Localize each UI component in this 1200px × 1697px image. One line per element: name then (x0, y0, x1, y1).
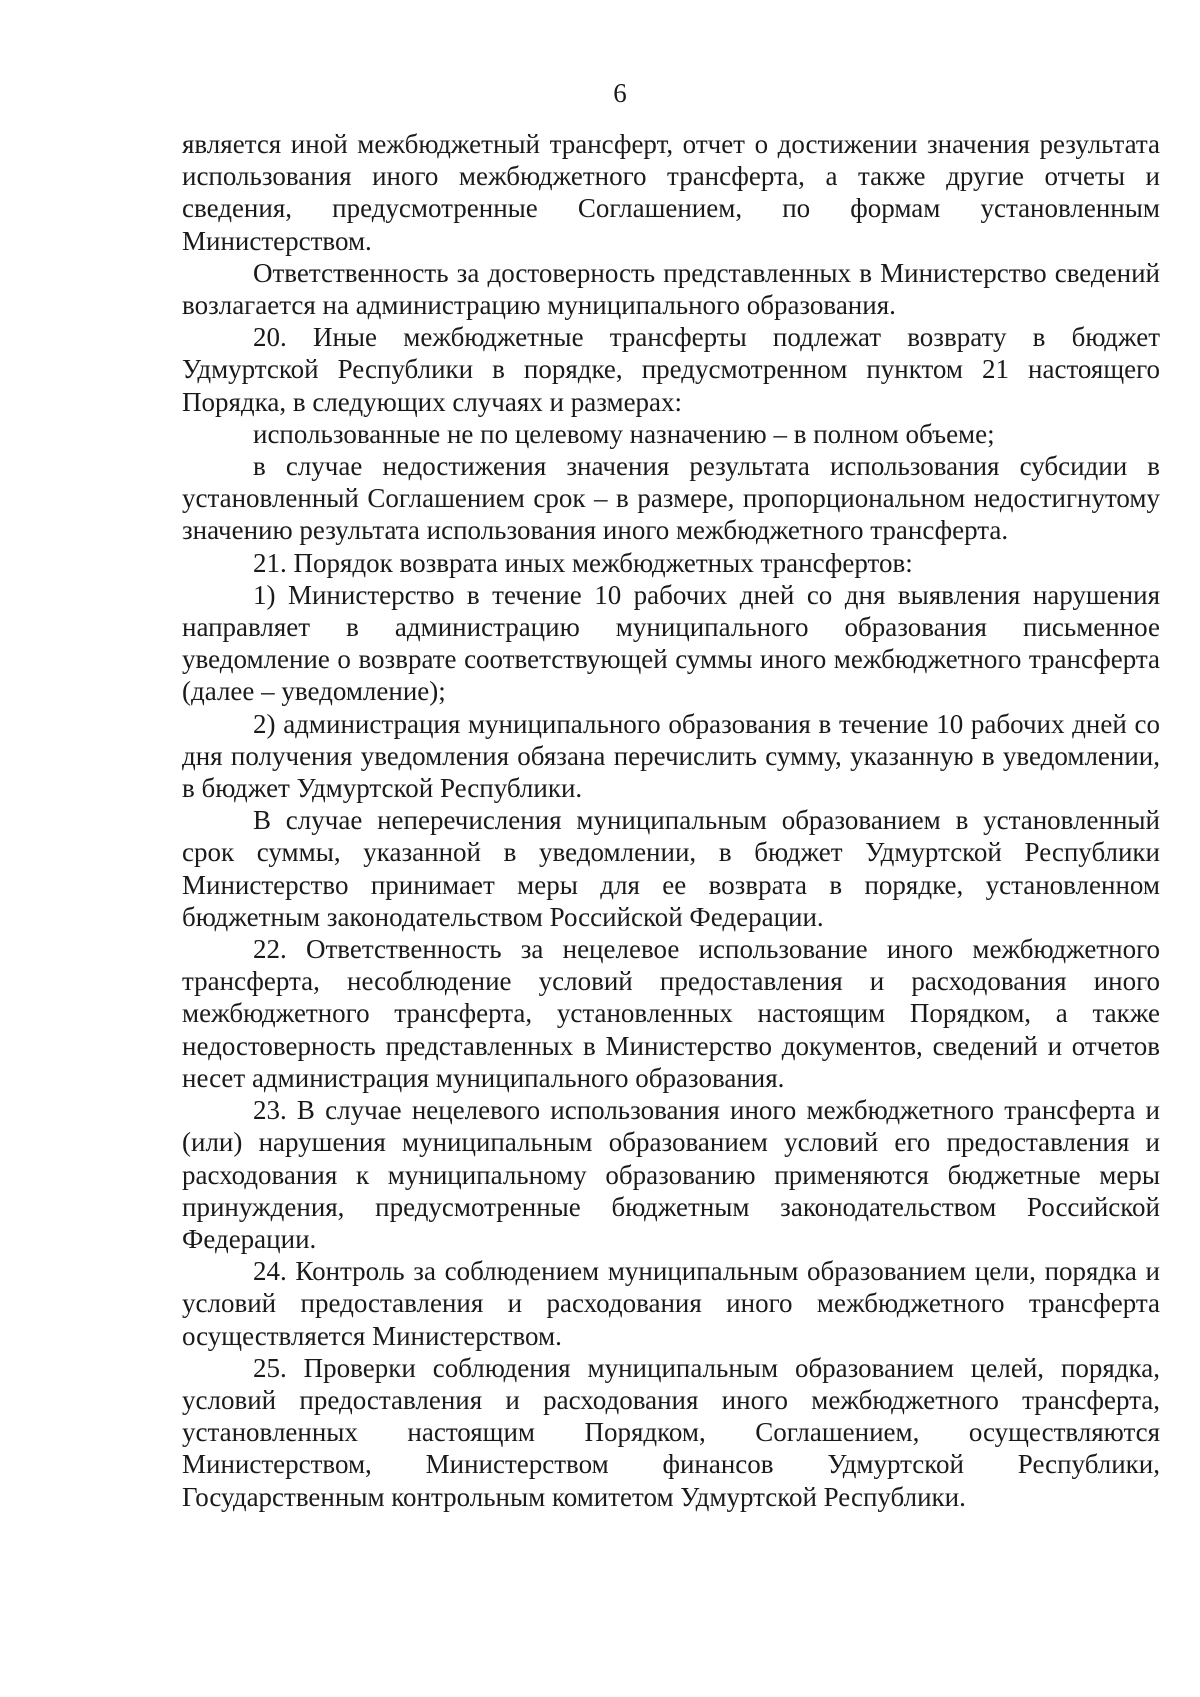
paragraph-23: 23. В случае нецелевого использования иного межбюджетного трансферта и (или) нарушения муниципальным образованием условий его предоставления и расходования к муниципальному образованию применяются бюджетные меры принуждения, предусмотренные бюджетным законодательством Российской Федерации. (182, 1095, 1160, 1254)
document-body (182, 128, 1160, 1513)
paragraph-21-item-1: 1) Министерство в течение 10 рабочих дней со дня выявления нарушения направляет в администрацию муниципального образования письменное уведомление о возврате соответствующей суммы иного межбюджетного трансферта (далее – уведомление); (182, 579, 1160, 707)
page-number: 6 (613, 78, 627, 108)
paragraph-22: 22. Ответственность за нецелевое использование иного межбюджетного трансферта, несоблюдение условий предоставления и расходования иного межбюджетного трансферта, установленных настоящим Порядком, а также недостоверность представленных в Министерство документов, сведений и отчетов несет администрация муниципального образования. (182, 934, 1160, 1093)
paragraph-responsibility-info: Ответственность за достоверность представленных в Министерство сведений возлагается на администрацию муниципального образования. (182, 257, 1160, 321)
paragraph-21-nonpayment: В случае неперечисления муниципальным образованием в установленный срок суммы, указанной в уведомлении, в бюджет Удмуртской Республики Министерство принимает меры для ее возврата в порядке, установленном бюджетным законодательством Российской Федерации. (182, 805, 1160, 932)
paragraph-20: 20. Иные межбюджетные трансферты подлежат возврату в бюджет Удмуртской Республики в порядке, предусмотренном пунктом 21 настоящего Порядка, в следующих случаях и размерах: (182, 322, 1160, 417)
paragraph-24: 24. Контроль за соблюдением муниципальным образованием цели, порядка и условий предоставления и расходования иного межбюджетного трансферта осуществляется Министерством. (182, 1256, 1160, 1351)
paragraph-20-case-misuse: использованные не по целевому назначению – в полном объеме; (253, 418, 995, 449)
paragraph-21: 21. Порядок возврата иных межбюджетных трансфертов: (253, 547, 913, 578)
paragraph-continuation: является иной межбюджетный трансферт, отчет о достижении значения результата использования иного межбюджетного трансферта, а также другие отчеты и сведения, предусмотренные Соглашением, по формам установленным Министерством. (182, 129, 1160, 256)
paragraph-21-item-2: 2) администрация муниципального образования в течение 10 рабочих дней со дня получения уведомления обязана перечислить сумму, указанную в уведомлении, в бюджет Удмуртской Республики. (182, 708, 1160, 804)
paragraph-25: 25. Проверки соблюдения муниципальным образованием целей, порядка, условий предоставления и расходования иного межбюджетного трансферта, установленных настоящим Порядком, Соглашением, осуществляются Министерством, Министерством финансов Удмуртской Республики, Государственным контрольным комитетом Удмуртской Республики. (182, 1352, 1160, 1512)
paragraph-20-case-underachievement: в случае недостижения значения результата использования субсидии в установленный Соглашением срок – в размере, пропорциональном недостигнутому значению результата использования иного межбюджетного трансферта. (182, 451, 1160, 546)
